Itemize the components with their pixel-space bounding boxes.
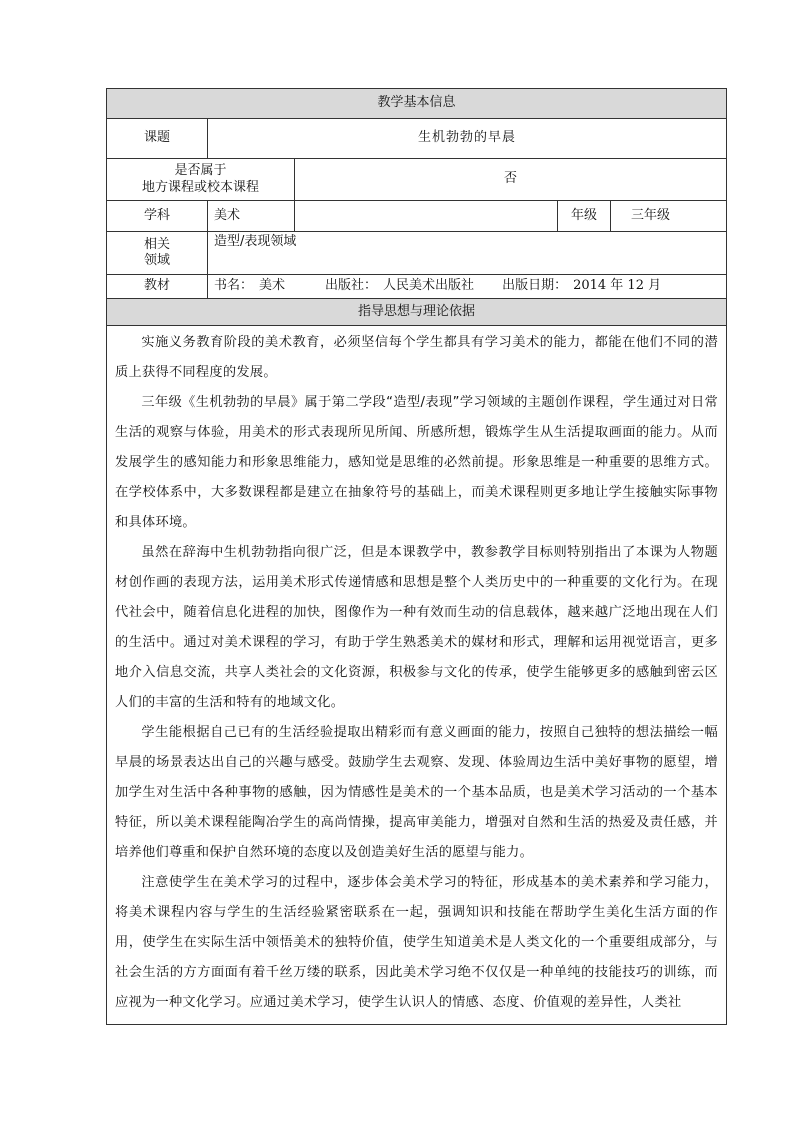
field-value: 造型/表现领域: [208, 232, 727, 275]
paragraph: 注意使学生在美术学习的过程中，逐步体会美术学习的特征，形成基本的美术素养和学习能力，将美术课程内容与学生的生活经验紧密联系在一起，强调知识和技能在帮助学生美化生活方面的作用，使学生在实际生活中领悟美术的独特价值，使学生知道美术是人类文化的一个重要组成部分，与社会生活的方方面面有着千丝万缕的联系，因此美术学习绝不仅仅是一种单纯的技能技巧的训练，而应视为一种文化学习。应通过美术学习，使学生认识人的情感、态度、价值观的差异性，人类社: [115, 875, 719, 1010]
label-subject: 学科: [107, 201, 208, 232]
publisher-value: 人民美术出版社: [383, 278, 475, 294]
lesson-title: 生机勃勃的早晨: [208, 119, 727, 159]
grade-value: 三年级: [611, 201, 727, 232]
publisher-label: 出版社：: [325, 278, 378, 294]
section-header-guiding-theory: 指导思想与理论依据: [107, 299, 727, 326]
label-grade: 年级: [558, 201, 611, 232]
label-title: 课题: [107, 119, 208, 159]
lesson-info-table: [106, 88, 727, 1025]
label-field-line2: 领域: [143, 253, 170, 268]
subject-value: 美术: [208, 201, 295, 232]
label-field: [107, 232, 208, 275]
label-local-course-line1: 是否属于: [174, 163, 227, 179]
theory-body: [107, 326, 727, 1025]
paragraph: 实施义务教育阶段的美术教育，必须坚信每个学生都具有学习美术的能力，都能在他们不同的潜质上获得不同程度的发展。: [115, 335, 719, 380]
label-local-course: [107, 159, 295, 201]
book-value: 美术: [259, 278, 286, 294]
material-value: [208, 275, 727, 299]
empty-cell: [295, 201, 558, 232]
paragraph: 虽然在辞海中生机勃勃指向很广泛，但是本课教学中，教参教学目标则特别指出了本课为人物题材创作画的表现方法，运用美术形式传递情感和思想是整个人类历史中的一种重要的文化行为。在现代社会中，随着信息化进程的加快，图像作为一种有效而生动的信息载体，越来越广泛地出现在人们的生活中。通过对美术课程的学习，有助于学生熟悉美术的媒材和形式，理解和运用视觉语言，更多地介入信息交流，共享人类社会的文化资源，积极参与文化的传承，使学生能够更多的感触到密云区人们的丰富的生活和特有的地域文化。: [115, 545, 719, 710]
book-label: 书名：: [214, 278, 254, 294]
label-field-line1: 相关: [143, 236, 170, 252]
date-label: 出版日期：: [502, 278, 568, 294]
paragraph: 学生能根据自己已有的生活经验提取出精彩而有意义画面的能力，按照自己独特的想法描绘一幅早晨的场景表达出自己的兴趣与感受。鼓励学生去观察、发现、体验周边生活中美好事物的愿望，增加学生对生活中各种事物的感触，因为情感性是美术的一个基本品质，也是美术学习活动的一个基本特征，所以美术课程能陶冶学生的高尚情操，提高审美能力，增强对自然和生活的热爱及责任感，并培养他们尊重和保护自然环境的态度以及创造美好生活的愿望与能力。: [115, 725, 719, 860]
paragraph: 三年级《生机勃勃的早晨》属于第二学段“造型/表现”学习领域的主题创作课程，学生通过对日常生活的观察与体验，用美术的形式表现所见所闻、所感所想，锻炼学生从生活提取画面的能力。从而发展学生的感知能力和形象思维能力，感知觉是思维的必然前提。形象思维是一种重要的思维方式。在学校体系中，大多数课程都是建立在抽象符号的基础上，而美术课程则更多地让学生接触实际事物和具体环境。: [115, 395, 719, 530]
section-header-basic-info: 教学基本信息: [107, 89, 727, 119]
label-material: 教材: [107, 275, 208, 299]
date-value: 2014 年 12 月: [573, 278, 662, 294]
label-local-course-line2: 地方课程或校本课程: [141, 179, 259, 195]
local-course-value: 否: [295, 159, 727, 201]
